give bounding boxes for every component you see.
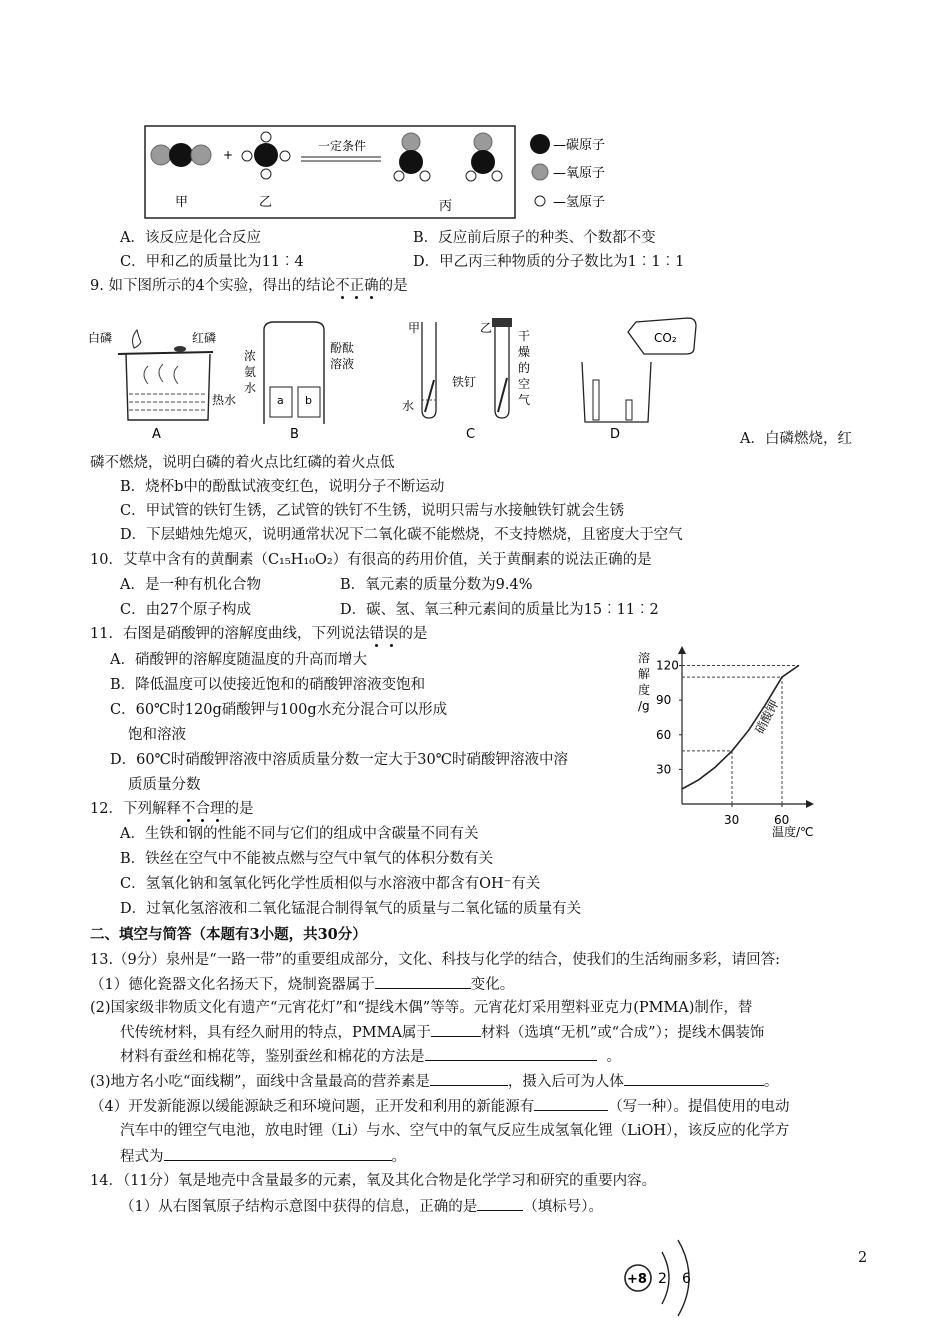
fig-d-beaker bbox=[582, 362, 651, 422]
y-tick-label: 60 bbox=[656, 727, 672, 742]
q10-stem: 10．艾草中含有的黄酮素（C₁₅H₁₀O₂）有很高的药用价值，关于黄酮素的说法正确的是 bbox=[90, 552, 652, 568]
q11-emphasis-2: 误 bbox=[383, 626, 399, 642]
fig-a-red-p-lump bbox=[174, 346, 186, 352]
q13-blank-6[interactable] bbox=[534, 1096, 608, 1111]
q13-part2-line3-pre: 材料有蚕丝和棉花等，鉴别蚕丝和棉花的方法是 bbox=[120, 1049, 425, 1065]
yi-carbon bbox=[254, 143, 278, 167]
atom-nucleus-charge: +8 bbox=[627, 1272, 647, 1287]
fig-a-red-p: 红磷 bbox=[192, 331, 217, 345]
q13-part1-pre: （1）德化瓷器文化名扬天下，烧制瓷器属于 bbox=[90, 977, 375, 993]
fig-c-dry-air-2: 燥 bbox=[518, 345, 531, 359]
solubility-curve bbox=[682, 666, 799, 790]
q11-option-c-line1: C．60℃时120g硝酸钾与100g水充分混合可以形成 bbox=[110, 702, 448, 718]
jia-oxygen-right bbox=[191, 145, 211, 165]
data-point bbox=[781, 676, 782, 677]
bing1-h-right bbox=[420, 171, 430, 181]
q14-stem: 14．（11分）氧是地壳中含量最多的元素，氧及其化合物是化学学习和研究的重要内容。 bbox=[90, 1173, 657, 1189]
q12-stem-pre: 12．下列解释 bbox=[90, 801, 181, 817]
fig-a-hot-water: 热水 bbox=[212, 393, 237, 407]
q13-blank-3[interactable] bbox=[425, 1046, 597, 1061]
fig-a-white-p: 白磷 bbox=[88, 331, 113, 345]
q13-part4-line1 bbox=[90, 1096, 789, 1117]
chart-xlabel: 温度/℃ bbox=[772, 825, 814, 839]
atom-electrons-shell-1: 2 bbox=[658, 1271, 667, 1287]
q12-option-d: D．过氧化氢溶液和二氧化锰混合制得氧气的质量与二氧化锰的质量有关 bbox=[120, 901, 582, 917]
fig-c-dry-air-1: 干 bbox=[518, 329, 531, 343]
q13-part2-line1: (2)国家级非物质文化有遗产“元宵花灯”和“提线木偶”等等。元宵花灯采用塑料亚克力(PMMA)制作，替 bbox=[90, 1000, 753, 1016]
q13-blank-1[interactable] bbox=[375, 974, 471, 989]
label-yi: 乙 bbox=[259, 195, 273, 210]
q13-part1 bbox=[90, 974, 514, 995]
atom-electrons-shell-2: 6 bbox=[682, 1271, 691, 1287]
q13-part3 bbox=[90, 1071, 778, 1092]
q8-option-d: D．甲乙丙三种物质的分子数比为1︰1︰1 bbox=[413, 254, 685, 270]
x-tick-label: 60 bbox=[774, 813, 790, 827]
q12-option-b: B．铁丝在空气中不能被点燃与空气中氧气的体积分数有关 bbox=[120, 851, 494, 867]
q12-emphasis-2: 合 bbox=[195, 801, 210, 817]
q9-option-d: D．下层蜡烛先熄灭，说明通常状况下二氧化碳不能燃烧，不支持燃烧，且密度大于空气 bbox=[120, 527, 683, 543]
page-number: 2 bbox=[858, 1250, 868, 1266]
chart-marks bbox=[656, 659, 799, 827]
q13-blank-2[interactable] bbox=[431, 1022, 481, 1037]
q10-option-a: A．是一种有机化合物 bbox=[120, 577, 261, 593]
q14-part1 bbox=[120, 1196, 603, 1217]
q8-option-a: A．该反应是化合反应 bbox=[120, 230, 261, 246]
section-2-title: 二、填空与简答（本题有3小题，共30分） bbox=[90, 926, 367, 943]
label-jia: 甲 bbox=[175, 195, 189, 210]
q9-option-a-part1: A．白磷燃烧，红 bbox=[740, 431, 852, 447]
q9-stem-post: 的是 bbox=[378, 278, 408, 294]
y-tick-label: 90 bbox=[656, 693, 672, 708]
jia-oxygen-left bbox=[151, 145, 171, 165]
fig-b-bell-jar bbox=[264, 322, 324, 424]
fig-c-dry-air-4: 空 bbox=[518, 377, 531, 391]
q13-part4-line3 bbox=[120, 1146, 406, 1167]
q11-emphasis-1: 错 bbox=[369, 626, 384, 642]
q13-part3-pre: (3)地方名小吃“面线糊”，面线中含量最高的营养素是 bbox=[90, 1074, 430, 1090]
q9-stem bbox=[90, 276, 408, 296]
data-point bbox=[798, 665, 799, 666]
chart-ylabel-1: 溶 bbox=[638, 651, 651, 665]
q10-option-d: D．碳、氢、氧三种元素间的质量比为15︰11︰2 bbox=[340, 602, 659, 618]
legend-carbon-icon bbox=[530, 134, 550, 154]
q12-option-c: C．氢氧化钠和氢氧化钙化学性质相似与水溶液中都含有OH⁻有关 bbox=[120, 876, 541, 892]
x-tick-label: 30 bbox=[724, 813, 740, 827]
q13-part4-line1-post: （写一种）。提倡使用的电动 bbox=[608, 1099, 790, 1115]
q13-part2-line2-pre: 代传统材料，具有经久耐用的特点，PMMA属于 bbox=[120, 1025, 431, 1041]
y-tick-label: 120 bbox=[656, 658, 679, 673]
fig-d-candle-short bbox=[626, 400, 632, 420]
q11-option-c-line2: 饱和溶液 bbox=[128, 727, 186, 743]
y-tick-label: 30 bbox=[656, 762, 672, 777]
q13-part4-line3-pre: 程式为 bbox=[120, 1149, 164, 1165]
q11-option-a: A．硝酸钾的溶解度随温度的升高而增大 bbox=[110, 652, 367, 668]
bing2-h-right bbox=[492, 171, 502, 181]
chart-ylabel-2: 解 bbox=[638, 667, 651, 681]
solubility-chart bbox=[632, 644, 852, 844]
q9-stem-pre: 9. 如下图所示的4个实验，得出的结论 bbox=[90, 278, 336, 294]
q11-stem-pre: 11．右图是硝酸钾的溶解度曲线，下列说法 bbox=[90, 626, 370, 642]
q13-part2-line3 bbox=[120, 1046, 621, 1067]
q13-stem: 13.（9分）泉州是“一路一带”的重要组成部分，文化、科技与化学的结合，使我们的生活绚丽多彩，请回答: bbox=[90, 952, 780, 968]
fig-b-phenol-1: 酚酞 bbox=[330, 341, 355, 355]
q13-part1-post: 变化。 bbox=[470, 977, 515, 993]
jia-carbon bbox=[169, 143, 193, 167]
fig-b-ammonia-1: 浓 bbox=[244, 349, 257, 363]
fig-b-label: B bbox=[290, 427, 299, 442]
bing2-h-left bbox=[466, 171, 476, 181]
fig-a-plate bbox=[118, 352, 213, 354]
q11-option-b: B．降低温度可以使接近饱和的硝酸钾溶液变饱和 bbox=[110, 677, 426, 693]
yi-h-top bbox=[261, 132, 271, 142]
legend-hydrogen-icon bbox=[535, 196, 545, 206]
q12-stem bbox=[90, 799, 253, 819]
yi-h-left bbox=[242, 151, 252, 161]
fig-d-candle-tall bbox=[593, 380, 599, 420]
q12-option-a: A．生铁和钢的性能不同与它们的组成中含碳量不同有关 bbox=[120, 826, 479, 842]
fig-a-steam bbox=[144, 364, 178, 384]
fig-c-dry-air-3: 的 bbox=[518, 361, 531, 375]
fig-c-tube-jia: 甲 bbox=[408, 321, 421, 335]
legend-oxygen: —氧原子 bbox=[553, 166, 606, 181]
chart-ylabel-3: 度 bbox=[638, 683, 651, 697]
q9-option-c: C．甲试管的铁钉生锈，乙试管的铁钉不生锈，说明只需与水接触铁钉就会生锈 bbox=[120, 503, 625, 519]
fig-c-water: 水 bbox=[402, 399, 415, 413]
bing2-oxygen bbox=[474, 133, 492, 151]
q14-part1-post: （填标号）。 bbox=[523, 1199, 603, 1215]
oxygen-atom-diagram bbox=[618, 1222, 714, 1326]
fig-c-nail-2 bbox=[498, 378, 507, 412]
fig-b-ammonia-3: 水 bbox=[244, 381, 257, 395]
data-point bbox=[748, 730, 749, 731]
data-point bbox=[681, 788, 682, 789]
q11-stem bbox=[90, 624, 427, 644]
bing2-carbon bbox=[471, 150, 495, 174]
bing1-oxygen bbox=[402, 133, 420, 151]
fig-a-label: A bbox=[152, 427, 161, 442]
fig-d-co2: CO₂ bbox=[654, 331, 677, 345]
fig-a-flame bbox=[133, 330, 141, 348]
fig-b-phenol-2: 溶液 bbox=[330, 357, 355, 371]
q13-blank-7[interactable] bbox=[164, 1146, 392, 1161]
q9-option-a-part2: 磷不燃烧，说明白磷的着火点比红磷的着火点低 bbox=[90, 455, 395, 471]
label-bing: 丙 bbox=[439, 199, 453, 214]
chart-x-arrow bbox=[806, 800, 814, 808]
q9-experiments-figure bbox=[88, 312, 738, 447]
q13-blank-5[interactable] bbox=[624, 1071, 764, 1086]
fig-c-dry-air-5: 气 bbox=[518, 393, 531, 407]
q9-emphasis-1: 不 bbox=[335, 278, 350, 294]
data-point bbox=[731, 750, 732, 751]
fig-c-tube-yi: 乙 bbox=[480, 321, 493, 335]
q10-option-c: C．由27个原子构成 bbox=[120, 602, 252, 618]
bing1-h-left bbox=[394, 171, 404, 181]
q9-option-b: B．烧杯b中的酚酞试液变红色，说明分子不断运动 bbox=[120, 479, 445, 495]
fig-d-label: D bbox=[610, 427, 621, 442]
q11-option-d-line2: 质质量分数 bbox=[128, 777, 201, 793]
q13-part2-line2 bbox=[120, 1022, 764, 1043]
q13-part4-line1-pre: （4）开发新能源以缓能源缺乏和环境问题，正开发和利用的新能源有 bbox=[90, 1099, 535, 1115]
fig-c-tube-1 bbox=[422, 322, 436, 418]
condition-label: 一定条件 bbox=[318, 139, 367, 153]
q11-option-d-line1: D．60℃时硝酸钾溶液中溶质质量分数一定大于30℃时硝酸钾溶液中溶 bbox=[110, 752, 568, 768]
chart-ylabel-4: /g bbox=[638, 699, 650, 713]
q12-stem-post: 的是 bbox=[224, 801, 254, 817]
q9-emphasis-2: 正 bbox=[349, 278, 365, 294]
yi-h-right bbox=[280, 151, 290, 161]
q8-option-c: C．甲和乙的质量比为11︰4 bbox=[120, 254, 304, 270]
yi-h-bottom bbox=[261, 169, 271, 179]
fig-c-label: C bbox=[466, 427, 476, 442]
q9-emphasis-3: 确 bbox=[364, 278, 379, 294]
bing1-carbon bbox=[399, 150, 423, 174]
fig-b-beaker-a-label: a bbox=[277, 394, 284, 407]
data-point bbox=[698, 779, 699, 780]
q8-reaction-figure bbox=[143, 124, 623, 224]
plus-sign: + bbox=[223, 148, 234, 162]
fig-c-nail-1 bbox=[425, 380, 434, 412]
q8-option-b: B．反应前后原子的种类、个数都不变 bbox=[413, 230, 656, 246]
q13-part2-line2-post: 材料（选填“无机”或“合成”）；提线木偶装饰 bbox=[480, 1025, 765, 1041]
fig-c-stopper bbox=[492, 318, 512, 327]
fig-c-iron-nail: 铁钉 bbox=[452, 375, 477, 389]
q13-blank-4[interactable] bbox=[430, 1071, 508, 1086]
legend-oxygen-icon bbox=[532, 164, 548, 180]
fig-c-tube-2 bbox=[495, 327, 509, 418]
legend-hydrogen: —氢原子 bbox=[553, 195, 606, 210]
data-point bbox=[715, 766, 716, 767]
fig-b-ammonia-2: 氨 bbox=[244, 365, 257, 379]
legend-carbon: —碳原子 bbox=[553, 138, 606, 153]
q12-emphasis-1: 不 bbox=[180, 801, 196, 817]
q13-part4-line2: 汽车中的锂空气电池，放电时锂（Li）与水、空气中的氧气反应生成氢氧化锂（LiOH），该反应的化学方 bbox=[120, 1123, 790, 1139]
curve-label: 硝酸钾 bbox=[752, 697, 782, 737]
q14-part1-pre: （1）从右图氧原子结构示意图中获得的信息，正确的是 bbox=[120, 1199, 478, 1215]
q13-part3-post: 。 bbox=[763, 1074, 779, 1090]
q13-part3-mid: ，摄入后可为人体 bbox=[507, 1074, 624, 1090]
fig-b-beaker-b-label: b bbox=[305, 394, 312, 407]
q14-blank-1[interactable] bbox=[477, 1196, 523, 1211]
q10-option-b: B．氧元素的质量分数为9.4% bbox=[340, 577, 533, 593]
q11-stem-post: 的是 bbox=[398, 626, 428, 642]
q13-part4-line3-post: 。 bbox=[391, 1149, 406, 1165]
chart-y-arrow bbox=[678, 646, 686, 654]
q12-emphasis-3: 理 bbox=[209, 801, 225, 817]
q13-part2-line3-post: 。 bbox=[606, 1049, 621, 1065]
